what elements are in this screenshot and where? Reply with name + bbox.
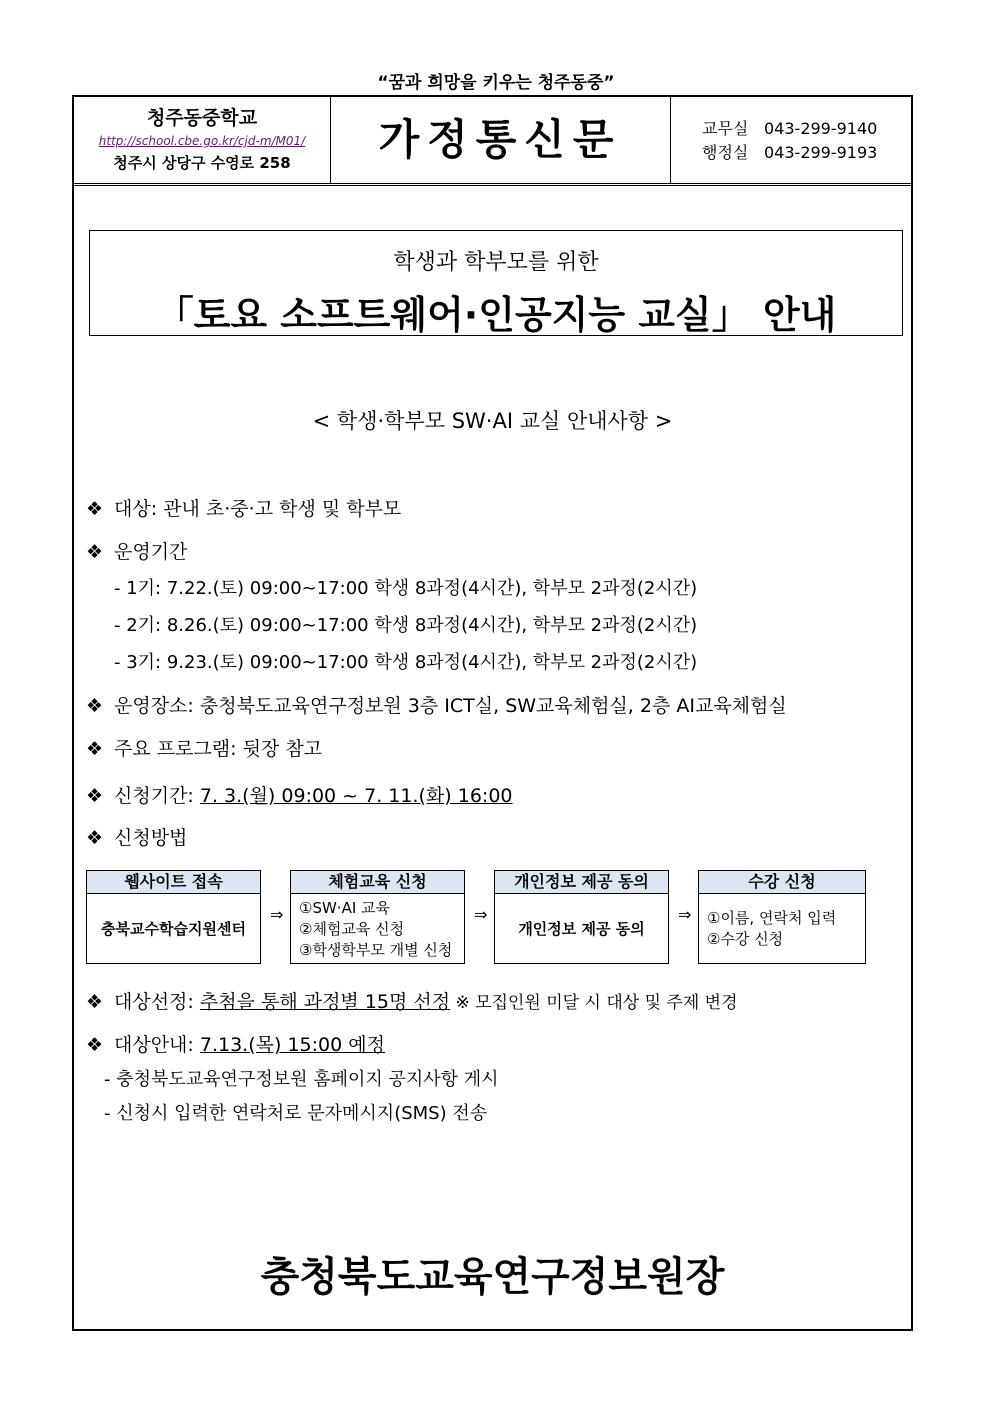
item-place [86, 691, 787, 718]
main-title: 「토요 소프트웨어·인공지능 교실」 안내 [155, 293, 837, 337]
step-head: 웹사이트 접속 [87, 871, 260, 894]
school-address: 청주시 상당구 수영로 258 [113, 154, 291, 172]
document-frame [72, 95, 913, 1331]
bullet-icon: ❖ [86, 1034, 104, 1056]
bullet-icon: ❖ [86, 695, 104, 717]
contact-phone: 043-299-9193 [764, 143, 878, 162]
issuer-signature: 충청북도교육연구정보원장 [260, 1254, 725, 1300]
item-selection [86, 987, 738, 1014]
item-period [86, 537, 187, 564]
contact-label: 행정실 [702, 143, 749, 162]
bullet-icon: ❖ [86, 541, 104, 563]
step-line: ③학생학부모 개별 신청 [299, 940, 453, 959]
contact-info [702, 117, 877, 165]
item-label: 운영장소 [114, 695, 188, 717]
step-box-website [86, 870, 261, 964]
period-session: - 3기: 9.23.(토) 09:00~17:00 학생 8과정(4시간), 학부모 2과정(2시간) [114, 652, 698, 673]
step-lines [299, 898, 452, 961]
apply-period-dates: 7. 3.(월) 09:00 ~ 7. 11.(화) 16:00 [199, 785, 513, 807]
item-label: 대상 [114, 498, 151, 520]
step-line: 개인정보 제공 동의 [518, 919, 645, 938]
period-session: - 2기: 8.26.(토) 09:00~17:00 학생 8과정(4시간), 학부모 2과정(2시간) [114, 615, 698, 636]
bullet-icon: ❖ [86, 827, 104, 849]
step-box-experience [290, 870, 465, 964]
step-line: ②수강 신청 [707, 930, 784, 948]
selection-note: ※ 모집인원 미달 시 대상 및 주제 변경 [450, 993, 738, 1013]
notice-detail: - 신청시 입력한 연락처로 문자메시지(SMS) 전송 [104, 1103, 488, 1124]
step-line: 충북교수학습지원센터 [101, 919, 246, 938]
arrow-icon: ⇒ [270, 905, 284, 924]
contact-row [702, 117, 877, 141]
step-lines [707, 908, 836, 950]
item-prefix: : [187, 785, 200, 807]
bullet-icon: ❖ [86, 738, 104, 760]
selection-text: 추첨을 통해 과정별 15명 선정 [199, 991, 451, 1013]
contact-row [702, 141, 877, 165]
title-subtitle: 학생과 학부모를 위한 [393, 250, 599, 275]
arrow-icon: ⇒ [678, 905, 692, 924]
item-text: : 충청북도교육연구정보원 3층 ICT실, SW교육체험실, 2층 AI교육체험실 [187, 695, 787, 717]
step-line: ①이름, 연락처 입력 [707, 909, 837, 927]
item-prefix: : [187, 991, 200, 1013]
school-info [74, 97, 331, 183]
bullet-icon: ❖ [86, 498, 104, 520]
header-divider [74, 185, 911, 186]
item-label: 대상선정 [114, 991, 188, 1013]
item-program [86, 734, 322, 761]
contact-label: 교무실 [702, 119, 749, 138]
step-box-enroll [698, 870, 866, 964]
item-prefix: : [187, 1034, 200, 1056]
school-url-link[interactable]: http://school.cbe.go.kr/cjd-m/M01/ [98, 134, 306, 148]
item-notice [86, 1030, 385, 1057]
item-apply-period [86, 781, 513, 808]
letterhead [74, 97, 911, 184]
arrow-icon: ⇒ [474, 905, 488, 924]
title-box [89, 230, 903, 336]
step-body [291, 894, 464, 964]
step-body [699, 894, 865, 964]
school-name: 청주동중학교 [146, 107, 258, 129]
step-head: 수강 신청 [699, 871, 865, 894]
period-session: - 1기: 7.22.(토) 09:00~17:00 학생 8과정(4시간), 학부모 2과정(2시간) [114, 578, 698, 599]
item-text: : 관내 초·중·고 학생 및 학부모 [150, 498, 402, 520]
document-type-title: 가정통신문 [330, 97, 671, 183]
item-apply-method [86, 823, 187, 850]
item-text: : 뒷장 참고 [230, 738, 323, 760]
step-body [495, 894, 668, 964]
item-label: 신청방법 [114, 827, 188, 849]
step-box-consent [494, 870, 669, 964]
step-line: ②체험교육 신청 [299, 919, 405, 938]
item-label: 대상안내 [114, 1034, 188, 1056]
contact-phone: 043-299-9140 [764, 119, 878, 138]
notice-date: 7.13.(목) 15:00 예정 [199, 1034, 385, 1056]
bullet-icon: ❖ [86, 785, 104, 807]
item-label: 주요 프로그램 [114, 738, 231, 760]
step-head: 체험교육 신청 [291, 871, 464, 894]
step-body [87, 894, 260, 964]
notice-detail: - 충청북도교육연구정보원 홈페이지 공지사항 게시 [104, 1069, 499, 1090]
step-line: ①SW·AI 교육 [299, 898, 391, 917]
bullet-icon: ❖ [86, 991, 104, 1013]
section-heading: < 학생·학부모 SW·AI 교실 안내사항 > [312, 409, 673, 433]
item-label: 운영기간 [114, 541, 188, 563]
step-head: 개인정보 제공 동의 [495, 871, 668, 894]
item-label: 신청기간 [114, 785, 188, 807]
item-target [86, 494, 401, 521]
slogan: “꿈과 희망을 키우는 청주동중” [377, 73, 615, 93]
